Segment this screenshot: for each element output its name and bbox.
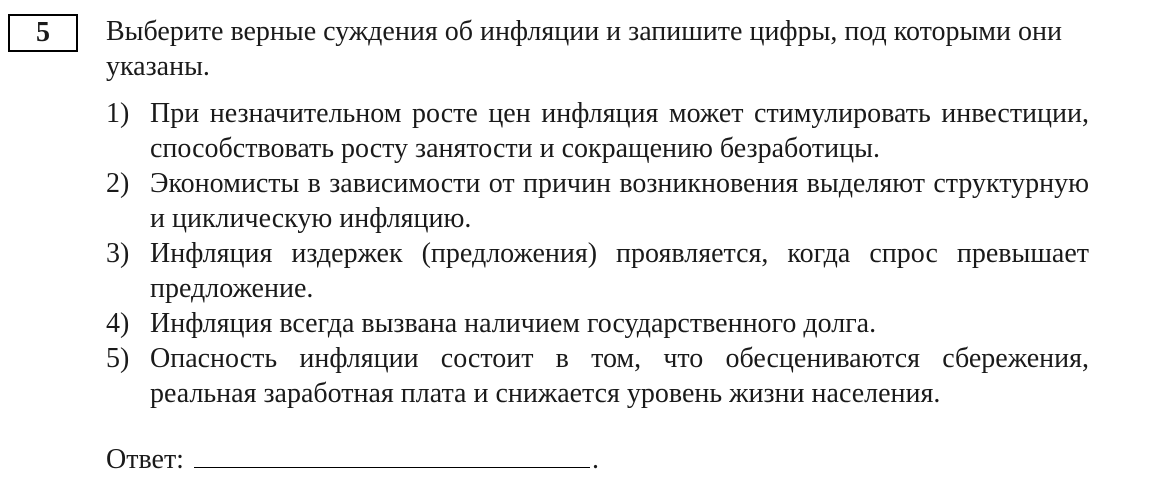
- option-item: [106, 96, 1089, 166]
- option-number: 5): [106, 343, 130, 374]
- answer-row: [106, 441, 599, 477]
- task-prompt: Выберите верные суждения об инфляции и запишите цифры, под которыми они указаны.: [106, 16, 1062, 82]
- answer-terminator: .: [591, 444, 599, 475]
- task-number-box: [8, 14, 78, 52]
- option-number: 3): [106, 238, 130, 269]
- option-text: Инфляция всегда вызвана наличием государственного долга.: [150, 308, 877, 339]
- option-item: [106, 306, 1089, 341]
- option-text: Опасность инфляции состоит в том, что обесцениваются сбережения, реальная заработная плата и снижается уровень жизни населения.: [150, 343, 1089, 409]
- option-text: Экономисты в зависимости от причин возникновения выделяют структурную и циклическую инфляцию.: [150, 168, 1089, 234]
- option-number: 1): [106, 98, 130, 129]
- option-number: 2): [106, 168, 130, 199]
- option-text: Инфляция издержек (предложения) проявляется, когда спрос превышает предложение.: [150, 238, 1089, 304]
- task-content: [106, 14, 1089, 411]
- options-list: [106, 96, 1089, 411]
- answer-input-line[interactable]: [194, 441, 590, 468]
- answer-label: Ответ:: [106, 444, 184, 475]
- option-item: [106, 166, 1089, 236]
- option-text: При незначительном росте цен инфляция может стимулировать инвестиции, способствовать росту занятости и сокращению безработицы.: [150, 98, 1089, 164]
- option-number: 4): [106, 308, 130, 339]
- task-number: 5: [36, 17, 50, 48]
- option-item: [106, 236, 1089, 306]
- option-item: [106, 341, 1089, 411]
